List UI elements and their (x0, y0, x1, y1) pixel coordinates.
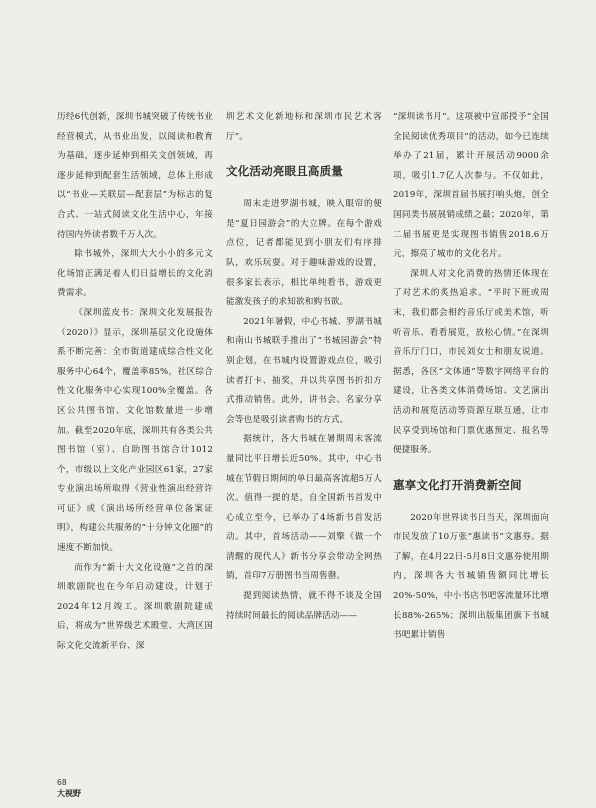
body-paragraph: 深圳人对文化消费的热情还体现在了对艺术的炙热追求。“平时下班或周末，我们都会相约音乐厅或美术馆，听听音乐、看看展览，放松心情。”在深圳音乐厅门口，市民刘女士和朋友说道。据悉，各区“文体通”等数字网络平台的建设，让各类文体消费场馆、文艺演出活动和展览活动等资源互联互通，让市民享受到场馆和门票优惠预定、报名等便捷服务。 (393, 268, 549, 456)
section-heading: 惠享文化打开消费新空间 (393, 477, 522, 492)
page-number: 68 (57, 778, 67, 787)
article-column-2 (226, 108, 382, 626)
article-column-3 (393, 108, 549, 646)
body-paragraph: “深圳读书月”。这项被中宣部授予“全国全民阅读优秀项目”的活动，如今已连续举办了21届，累计开展活动9000余项，吸引1.7亿人次参与。不仅如此，2019年，深圳首届书展打响头炮，创全国同类书展展销成绩之最；2020年，第二届书展更是实现图书销售2018.6万元，擦亮了城市的文化名片。 (393, 112, 549, 260)
magazine-name: 大视野 (57, 789, 81, 798)
body-paragraph: 据统计，各大书城在暑期周末客流量同比平日增长近50%。其中，中心书城在节假日期间的单日最高客流超5万人次。值得一提的是，自全国新书首发中心成立至今，已举办了4场新书首发活动。其中，首场活动——刘擎《做一个清醒的现代人》新书分享会带动全网热销，首印7万册图书当周售罄。 (226, 434, 382, 582)
body-paragraph: 2020年世界读书日当天，深圳面向市民发放了10万张“惠读书”文惠券。据了解，在4月22日-5月8日文惠券使用期内，深圳各大书城销售额同比增长20%-50%，中小书店书吧客流量环比增长88%-265%；深圳出版集团旗下书城书吧累计销售 (393, 512, 549, 641)
section-heading: 文化活动亮眼且高质量 (226, 164, 343, 179)
body-paragraph: 提到阅读热情，就不得不谈及全国持续时间最长的阅读品牌活动—— (226, 591, 382, 621)
article-column-1 (57, 108, 213, 657)
body-paragraph: 周末走进罗湖书城，映入眼帘的便是“夏日园游会”的大立牌。在每个游戏点位，记者都能见到小朋友们有序排队，欢乐玩耍。对于趣味游戏的设置，很多家长表示，相比单纯看书，游戏更能激发孩子的求知欲和购书欲。 (226, 199, 382, 308)
body-paragraph: 除书城外，深圳大大小小的多元文化场馆正满足着人们日益增长的文化消费需求。 (57, 249, 213, 299)
body-paragraph: 而作为“新十大文化设施”之首的深圳歌剧院也在今年启动建设，计划于2024年12月竣工。深圳歌剧院建成后，将成为“世界级艺术殿堂、大湾区国际文化交流新平台、深 (57, 562, 213, 652)
body-paragraph: 圳艺术文化新地标和深圳市民艺术客厅”。 (226, 112, 382, 142)
body-paragraph: 《深圳蓝皮书：深圳文化发展报告（2020）》显示，深圳基层文化设施体系不断完善：全市街道建成综合性文化服务中心64个，覆盖率85%，社区综合性文化服务中心实现100%全覆盖。各区公共图书馆、文化馆数量进一步增加。截至2020年底，深圳共有各类公共图书馆（室）、自助图书馆合计1012个，市级以上文化产业园区61家，27家专业演出场所取得《营业性演出经营许可证》或《演出场所经营单位备案证明》，构建公共服务的“十分钟文化圈”的速度不断加快。 (57, 307, 213, 554)
body-paragraph: 历经6代创新，深圳书城突破了传统书业经营模式，从书业出发，以阅读和教育为基础，逐步延伸到相关文创领域，再逐步延伸到配套生活领域，总体上形成以“书业—关联层—配套层”为标志的复合式、一站式阅读文化生活中心，年接待国内外读者数千万人次。 (57, 112, 213, 240)
body-paragraph: 2021年暑假，中心书城、罗湖书城和南山书城联手推出了“书城园游会”特别企划，在书城内设置游戏点位，吸引读者打卡、抽奖，并以共享图书折扣方式推动销售。此外，讲书会、名家分享会等也是吸引读者购书的方式。 (226, 316, 382, 425)
